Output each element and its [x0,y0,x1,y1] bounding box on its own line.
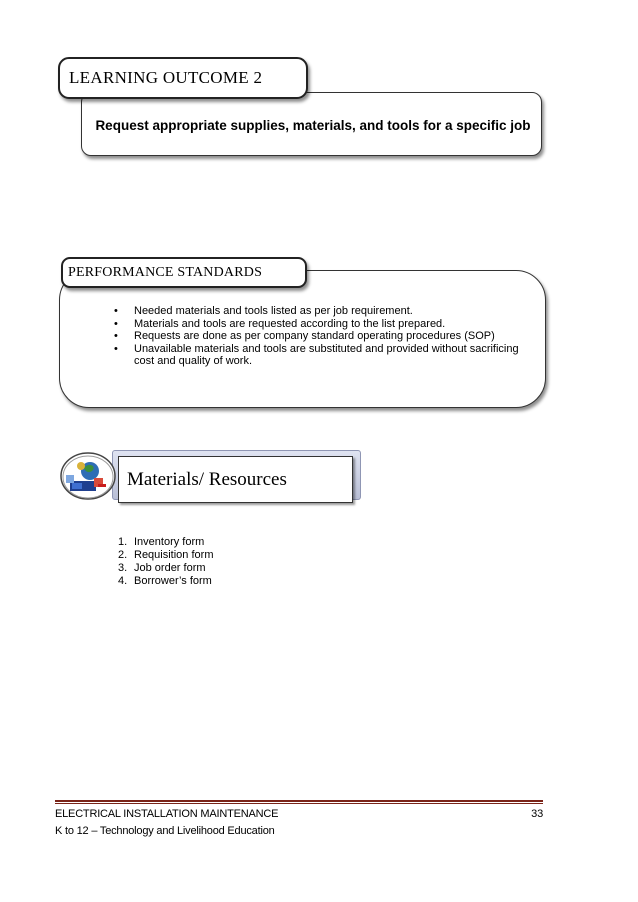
footer-course: ELECTRICAL INSTALLATION MAINTENANCE [55,808,279,820]
list-item-text: Unavailable materials and tools are substituted and provided without sacrificing cost and quality of work. [134,342,519,367]
list-item-text: Inventory form [134,536,205,548]
performance-standards-title: PERFORMANCE STANDARDS [61,257,307,288]
list-item-text: Borrower’s form [134,575,212,587]
learning-outcome-title: LEARNING OUTCOME 2 [58,57,308,99]
performance-standards-list [113,305,533,368]
materials-title: Materials/ Resources [118,456,353,503]
list-item [113,318,533,331]
list-item-text: Requests are done as per company standard operating procedures (SOP) [134,330,495,342]
list-item-text: Job order form [134,562,206,574]
globe-tools-icon [58,451,118,501]
list-item-text: Materials and tools are requested according to the list prepared. [134,317,446,330]
footer [55,808,543,820]
list-item-text: Needed materials and tools listed as per job requirement. [134,305,413,317]
list-item [118,549,213,562]
materials-list [118,536,213,588]
list-number: 4. [118,575,128,587]
bullet-icon: • [114,330,118,342]
learning-outcome-text: Request appropriate supplies, materials, and tools for a specific job [95,118,531,133]
list-item [113,343,533,368]
list-number: 1. [118,536,128,548]
list-item [118,562,213,575]
list-item-text: Requisition form [134,549,214,561]
list-item [113,305,533,318]
list-item [113,330,533,343]
bullet-icon: • [114,342,118,355]
list-number: 3. [118,562,128,574]
page-number: 33 [531,808,543,820]
footer-rule-thin [55,803,543,804]
list-number: 2. [118,549,128,561]
list-item [118,575,213,588]
footer-program: K to 12 – Technology and Livelihood Education [55,825,275,837]
bullet-icon: • [114,317,118,330]
footer-rule [55,800,543,802]
bullet-icon: • [114,305,118,317]
list-item [118,536,213,549]
